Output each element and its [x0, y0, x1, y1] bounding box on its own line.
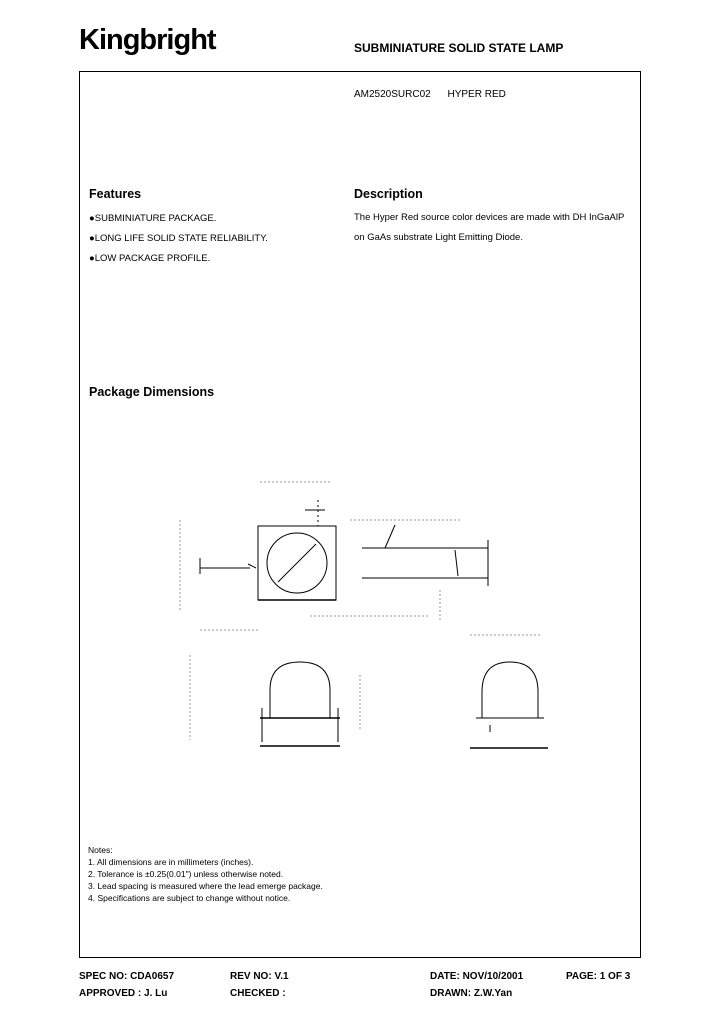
features-heading: Features	[89, 187, 142, 201]
features-list	[89, 209, 268, 269]
list-item: 1. All dimensions are in millimeters (inches).	[88, 857, 254, 867]
approved-by: APPROVED : J. Lu	[79, 988, 168, 999]
package-dimensions-heading: Package Dimensions	[89, 385, 215, 399]
part-number: AM2520SURC02	[354, 89, 431, 100]
brand-logo: Kingbright	[79, 24, 216, 56]
date: DATE: NOV/10/2001	[430, 971, 524, 982]
drawn-by: DRAWN: Z.W.Yan	[430, 988, 513, 999]
list-item: ●SUBMINIATURE PACKAGE.	[89, 213, 217, 224]
part-line	[354, 89, 520, 100]
document-title: SUBMINIATURE SOLID STATE LAMP	[354, 41, 564, 55]
page-number: PAGE: 1 OF 3	[566, 971, 631, 982]
list-item: 2. Tolerance is ±0.25(0.01") unless otherwise noted.	[88, 869, 284, 879]
list-item: ●LONG LIFE SOLID STATE RELIABILITY.	[89, 233, 268, 244]
spec-number: SPEC NO: CDA0657	[79, 971, 175, 982]
list-item: ●LOW PACKAGE PROFILE.	[89, 253, 211, 264]
part-color: HYPER RED	[447, 89, 506, 100]
front-view-dome	[270, 662, 330, 718]
notes-section	[88, 844, 323, 904]
checked-by: CHECKED :	[230, 988, 286, 999]
revision-number: REV NO: V.1	[230, 971, 289, 982]
list-item: 4. Specifications are subject to change without notice.	[88, 893, 291, 903]
package-dimension-drawing	[170, 470, 550, 760]
description-text: The Hyper Red source color devices are made with DH InGaAlP on GaAs substrate Light Emitting Diode.	[354, 212, 625, 243]
description-heading: Description	[354, 187, 423, 201]
side-view-dome	[482, 662, 538, 718]
list-item: 3. Lead spacing is measured where the lead emerge package.	[88, 881, 323, 891]
notes-heading: Notes:	[88, 845, 113, 855]
top-view-diagonal	[278, 544, 316, 582]
